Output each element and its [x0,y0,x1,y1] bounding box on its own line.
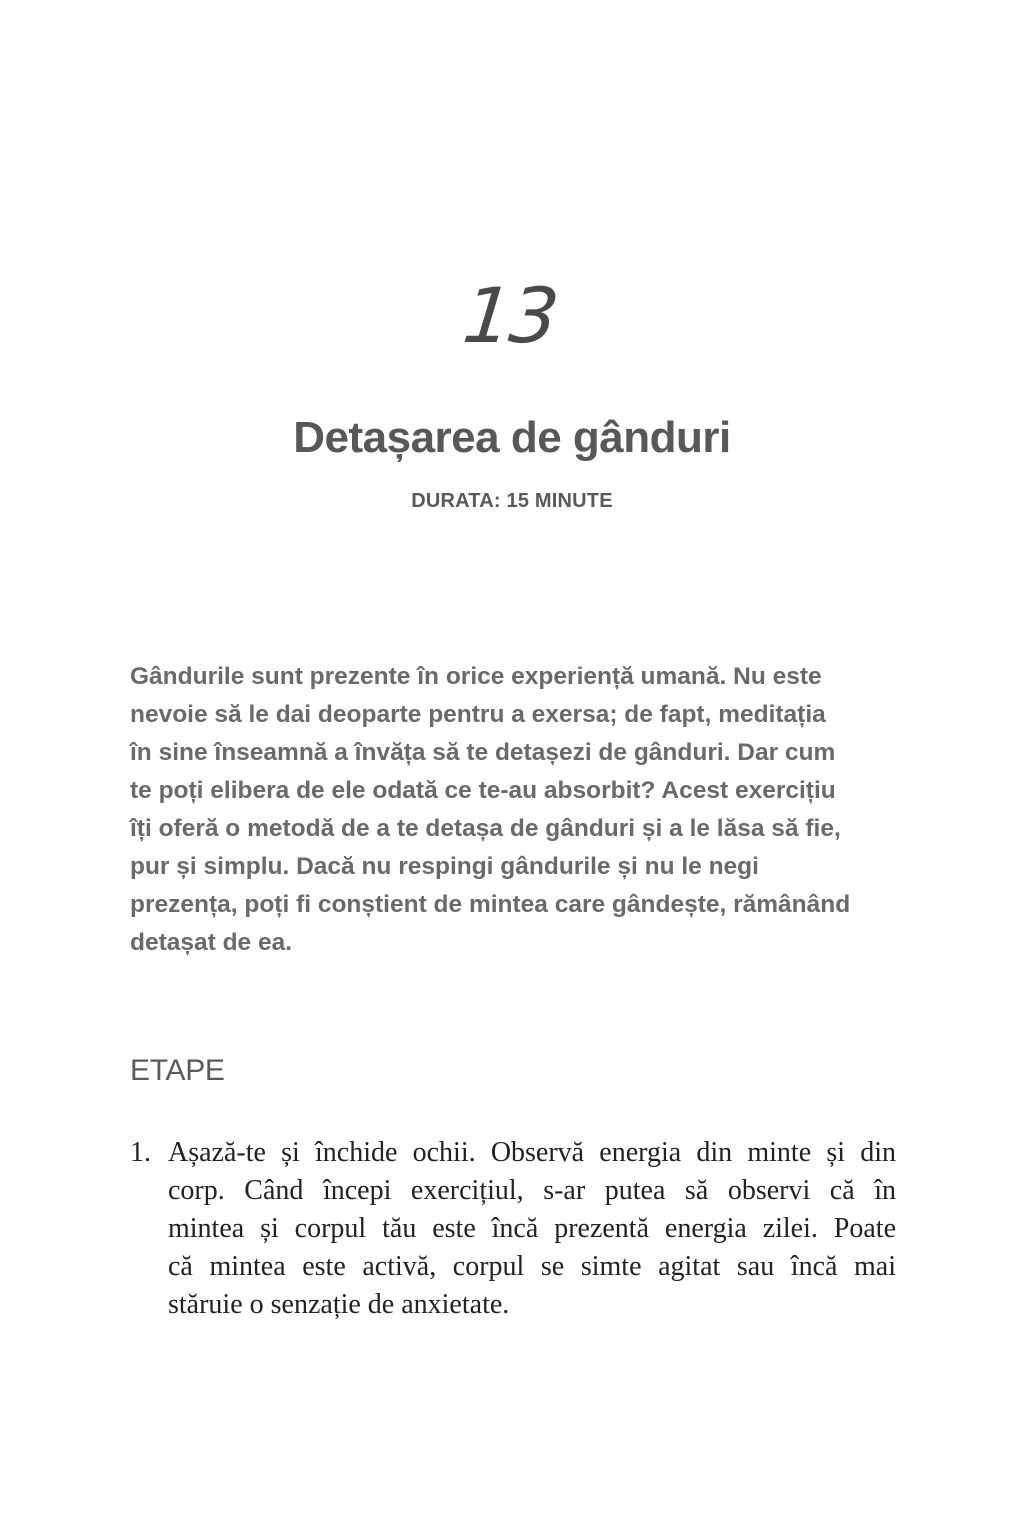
intro-line: detașat de ea. [130,929,293,956]
step-item [130,1134,896,1324]
step-line: Așază-te și închide ochii. Observă energia din minte și din [168,1137,896,1168]
intro-line: în sine înseamnă a învăța să te detașezi de gânduri. Dar cum [130,739,836,766]
intro-paragraph [130,658,900,962]
step-line: corp. Când începi exercițiul, s-ar putea să observi că în [168,1175,896,1206]
section-heading: ETAPE [130,1054,225,1087]
intro-line: pur și simplu. Dacă nu respingi gândurile și nu le negi [130,853,759,880]
intro-line: te poți elibera de ele odată ce te-au absorbit? Acest exercițiu [130,777,836,804]
chapter-number: 13 [459,271,562,360]
step-text [168,1134,896,1324]
intro-line: îți oferă o metodă de a te detașa de gânduri și a le lăsa să fie, [130,815,841,842]
intro-line: Gândurile sunt prezente în orice experiență umană. Nu este [130,663,822,690]
step-line: stăruie o senzație de anxietate. [168,1289,510,1320]
duration-label: DURATA: 15 MINUTE [411,490,613,512]
step-number: 1. [130,1137,151,1168]
intro-line: prezența, poți fi conștient de mintea care gândește, rămânând [130,891,851,918]
chapter-title: Detașarea de gânduri [293,413,731,462]
steps-list [130,1134,896,1324]
step-line: că mintea este activă, corpul se simte agitat sau încă mai [168,1251,896,1282]
step-line: mintea și corpul tău este încă prezentă energia zilei. Poate [168,1213,896,1244]
intro-line: nevoie să le dai deoparte pentru a exersa; de fapt, meditația [130,701,826,728]
